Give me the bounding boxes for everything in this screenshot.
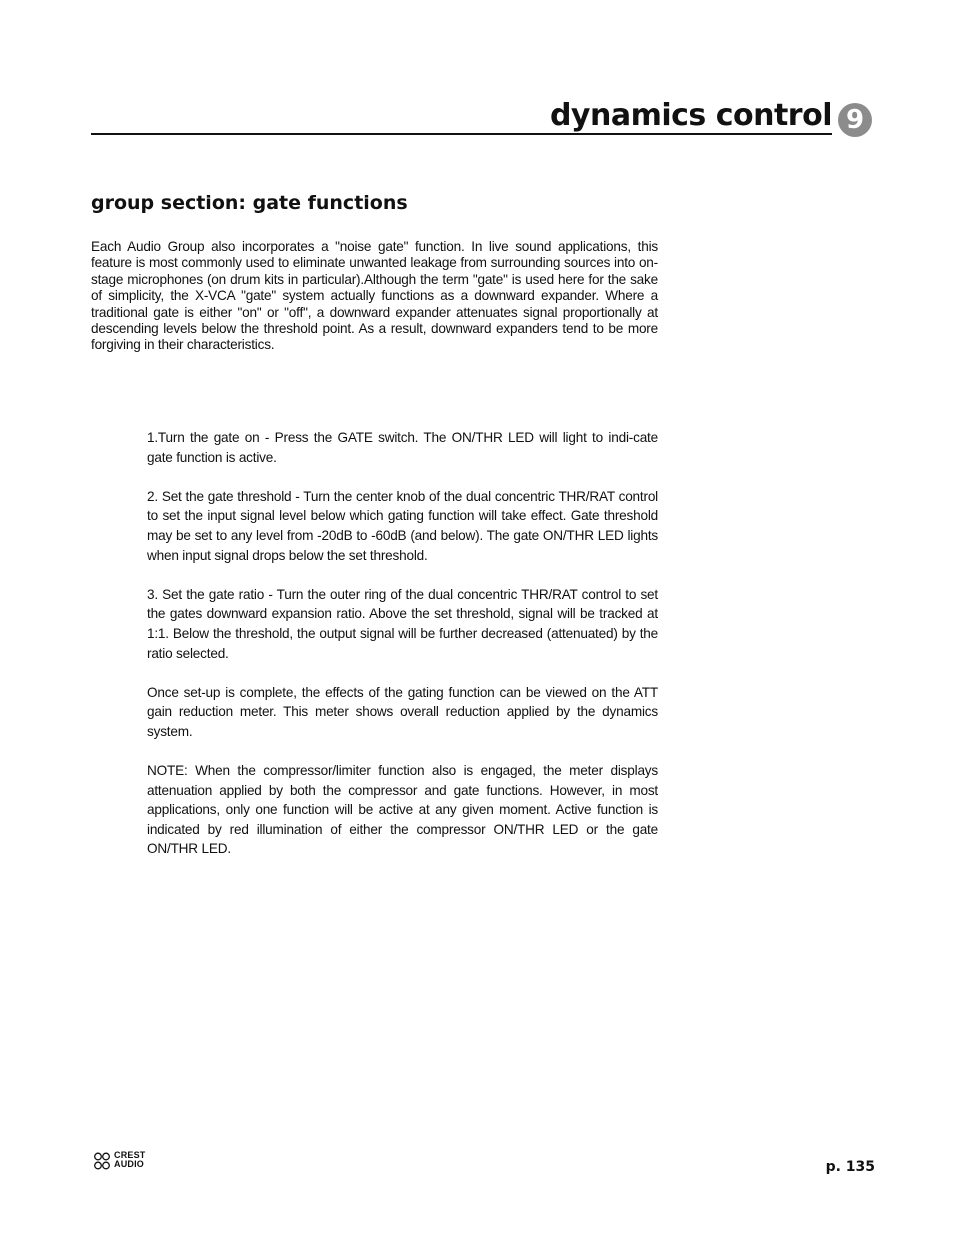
logo-line-crest: CREST: [114, 1150, 146, 1160]
step-gate-ratio: 3. Set the gate ratio - Turn the outer ring of the dual concentric THR/RAT control to set the gates downward expansion ratio. Above the set threshold, signal will be tracked at 1:1. Below the threshold, the output signal will be further decreased (attenuated) by the ratio selected.: [147, 586, 658, 661]
step-gate-threshold: 2. Set the gate threshold - Turn the center knob of the dual concentric THR/RAT control to set the input signal level below which gating function will take effect. Gate threshold may be set to any level from -20dB to -60dB (and below). The gate ON/THR LED lights when input signal drops below the set threshold.: [147, 488, 658, 563]
logo-wordmark: [114, 1151, 146, 1169]
header-rule: [91, 133, 832, 135]
step-gate-on: 1.Turn the gate on - Press the GATE switch. The ON/THR LED will light to indi-cate gate function is active.: [147, 430, 658, 465]
chapter-title: dynamics control: [549, 98, 832, 133]
instruction-list: [147, 428, 658, 879]
crest-audio-logo: [93, 1151, 159, 1171]
crest-logo-mark-icon: [93, 1152, 113, 1170]
section-heading: group section: gate functions: [91, 192, 408, 214]
setup-complete-paragraph: Once set-up is complete, the effects of the gating function can be viewed on the ATT gain reduction meter. This meter shows overall reduction applied by the dynamics system.: [147, 684, 658, 739]
intro-paragraph: Each Audio Group also incorporates a "noise gate" function. In live sound applications, this feature is most commonly used to eliminate unwanted leakage from surrounding sources into on-stage microphones (on drum kits in particular).Although the term "gate" is used here for the sake of simplicity, the X-VCA "gate" system actually functions as a downward expander. Where a traditional gate is either "on" or "off", a downward expander attenuates signal proportionally at descending levels below the threshold point. As a result, downward expanders tend to be more forgiving in their characteristics.: [91, 239, 658, 353]
note-paragraph: NOTE: When the compressor/limiter function also is engaged, the meter displays attenuation applied by both the compressor and gate functions. However, in most applications, only one function will be active at any given moment. Active function is indicated by red illumination of either the compressor ON/THR LED or the gate ON/THR LED.: [147, 763, 658, 857]
chapter-number-badge: 9: [838, 103, 872, 137]
logo-line-audio: AUDIO: [114, 1159, 144, 1169]
page-number: p. 135: [825, 1159, 875, 1175]
